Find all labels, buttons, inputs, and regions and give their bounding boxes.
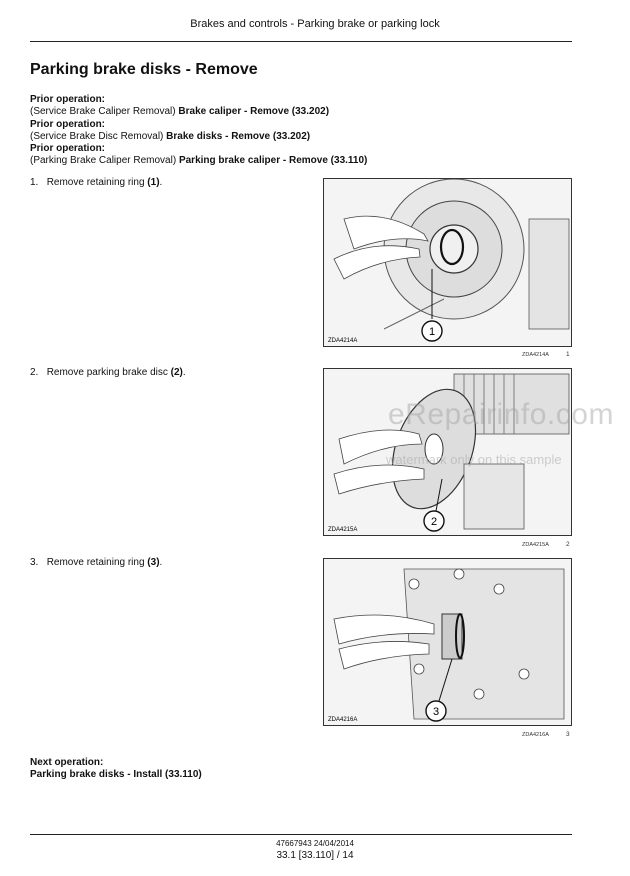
footer-doc-id: 47667943 24/04/2014	[276, 839, 354, 848]
figure-3-illustration	[324, 559, 571, 725]
prior-op-label: Prior operation:	[30, 118, 106, 130]
figure-1	[323, 178, 572, 347]
footer-page-number: 33.1 [33.110] / 14	[276, 850, 354, 861]
figure-3-callout: 3	[432, 706, 440, 718]
prior-operations	[30, 94, 367, 168]
watermark-text: eRepairinfo.com	[388, 398, 614, 431]
figure-3-number: 3	[566, 731, 570, 738]
step-3: 3. Remove retaining ring (3).	[30, 557, 163, 568]
next-operation	[30, 757, 202, 782]
figure-1-illustration	[324, 179, 571, 346]
prior-op-label: Prior operation:	[30, 94, 106, 105]
figure-3-code: ZDA4216A	[328, 717, 358, 723]
footer-divider	[30, 834, 572, 835]
figure-2-caption: ZDA4215A	[522, 542, 549, 548]
figure-2-number: 2	[566, 541, 570, 548]
figure-1-caption: ZDA4214A	[522, 352, 549, 358]
header-divider	[30, 41, 572, 42]
next-op-label: Next operation:	[30, 757, 104, 768]
page-title: Parking brake disks - Remove	[30, 61, 258, 78]
prior-op-label: Prior operation:	[30, 143, 106, 155]
watermark-subtext: watermark only on this sample	[386, 452, 562, 467]
figure-1-code: ZDA4214A	[328, 338, 358, 344]
figure-3-caption: ZDA4216A	[522, 732, 549, 738]
next-op-item: Parking brake disks - Install (33.110)	[30, 769, 202, 781]
figure-3	[323, 558, 572, 726]
step-1: 1. Remove retaining ring (1).	[30, 177, 163, 188]
figure-2-code: ZDA4215A	[328, 527, 358, 533]
prior-op-item: (Service Brake Disc Removal) Brake disks - Remove (33.202)	[30, 130, 311, 142]
figure-1-number: 1	[566, 351, 570, 358]
step-2: 2. Remove parking brake disc (2).	[30, 367, 186, 378]
figure-1-callout: 1	[428, 326, 436, 338]
figure-2-callout: 2	[430, 516, 438, 528]
header-title: Brakes and controls - Parking brake or parking lock	[190, 18, 440, 30]
prior-op-item: (Parking Brake Caliper Removal) Parking brake caliper - Remove (33.110)	[30, 155, 368, 167]
prior-op-item: (Service Brake Caliper Removal) Brake caliper - Remove (33.202)	[30, 106, 330, 118]
